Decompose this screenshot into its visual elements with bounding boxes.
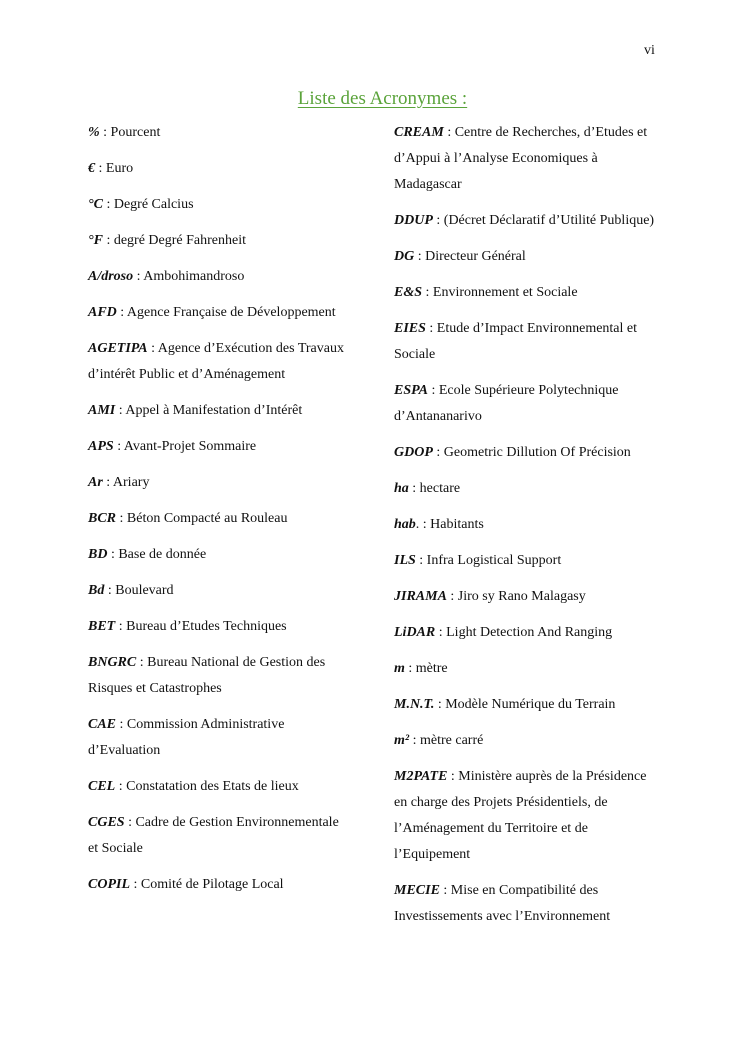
acronym-abbreviation: DG [394, 249, 415, 264]
acronym-entry [394, 378, 662, 430]
acronym-entry [394, 620, 662, 646]
acronym-entry [88, 398, 350, 424]
acronym-abbreviation: ESPA [394, 383, 428, 398]
acronym-entry [394, 692, 662, 718]
acronym-abbreviation: AFD [88, 305, 117, 320]
acronym-abbreviation: JIRAMA [394, 589, 447, 604]
acronym-entry [394, 476, 662, 502]
acronym-definition: : Centre de Recherches, d’Etudes et d’Appui à l’Analyse Economiques à Madagascar [394, 125, 648, 192]
acronym-entry [88, 300, 350, 326]
acronym-abbreviation: m [394, 661, 405, 676]
acronym-definition: : degré Degré Fahrenheit [102, 233, 246, 248]
acronym-list-right [394, 120, 662, 940]
acronym-definition: : Boulevard [104, 583, 174, 598]
acronym-entry [88, 192, 350, 218]
acronym-abbreviation: GDOP [394, 445, 433, 460]
acronym-entry [88, 120, 350, 146]
acronym-definition: : Ariary [102, 475, 150, 490]
acronym-definition: : Agence d’Exécution des Travaux d’intérêt Public et d’Aménagement [88, 341, 344, 382]
acronym-definition: : Commission Administrative d’Evaluation [88, 717, 285, 758]
acronym-abbreviation: M.N.T. [394, 697, 435, 712]
acronym-entry [394, 244, 662, 270]
acronym-entry [394, 728, 662, 754]
acronym-entry [88, 614, 350, 640]
acronym-entry [88, 712, 350, 764]
acronym-entry [88, 774, 350, 800]
acronym-definition: : Modèle Numérique du Terrain [434, 697, 616, 712]
acronym-entry [394, 548, 662, 574]
acronym-abbreviation: MECIE [394, 883, 440, 898]
acronym-entry [394, 656, 662, 682]
acronym-definition: : Infra Logistical Support [415, 553, 562, 568]
acronym-definition: : Bureau National de Gestion des Risques et Catastrophes [88, 655, 326, 696]
acronym-entry [88, 470, 350, 496]
acronym-definition: : Ambohimandroso [133, 269, 245, 284]
acronym-entry [88, 650, 350, 702]
acronym-entry [394, 878, 662, 930]
acronym-definition: : Constatation des Etats de lieux [115, 779, 299, 794]
acronym-definition: : mètre carré [409, 733, 484, 748]
acronym-entry [88, 542, 350, 568]
acronym-definition: : Jiro sy Rano Malagasy [446, 589, 586, 604]
acronym-entry [394, 208, 662, 234]
acronym-entry [88, 506, 350, 532]
acronym-entry [88, 810, 350, 862]
acronym-abbreviation: M2PATE [394, 769, 448, 784]
acronym-abbreviation: CREAM [394, 125, 444, 140]
acronym-definition: : (Décret Déclaratif d’Utilité Publique) [432, 213, 655, 228]
acronym-abbreviation: COPIL [88, 877, 130, 892]
page-title: Liste des Acronymes : [297, 88, 468, 109]
acronym-definition: : hectare [408, 481, 461, 496]
acronym-abbreviation: BCR [88, 511, 117, 526]
acronym-abbreviation: E&S [394, 285, 423, 300]
acronym-definition: : Light Detection And Ranging [435, 625, 613, 640]
acronym-abbreviation: € [88, 161, 95, 176]
acronym-abbreviation: Ar [88, 475, 103, 490]
acronym-definition: : Pourcent [99, 125, 161, 140]
acronym-abbreviation: BD [88, 547, 108, 562]
acronym-abbreviation: AGETIPA [88, 341, 148, 356]
acronym-abbreviation: ILS [394, 553, 416, 568]
acronym-definition: : Cadre de Gestion Environnementale et Sociale [88, 815, 339, 856]
acronym-definition: : Degré Calcius [102, 197, 194, 212]
page-number: vi [644, 43, 655, 58]
acronym-abbreviation: BET [88, 619, 116, 634]
acronym-abbreviation: EIES [394, 321, 426, 336]
acronym-definition: : Bureau d’Etudes Techniques [115, 619, 287, 634]
acronym-definition: : Geometric Dillution Of Précision [432, 445, 631, 460]
acronym-entry [88, 156, 350, 182]
acronym-definition: : Euro [95, 161, 134, 176]
acronym-abbreviation: m² [394, 733, 410, 748]
acronym-abbreviation: Bd [88, 583, 105, 598]
acronym-abbreviation: CGES [88, 815, 125, 830]
acronym-entry [394, 584, 662, 610]
acronym-definition: : Base de donnée [107, 547, 207, 562]
acronym-definition: : Mise en Compatibilité des Investissements avec l’Environnement [394, 883, 611, 924]
acronym-abbreviation: % [88, 125, 100, 140]
acronym-definition: : Directeur Général [414, 249, 526, 264]
acronym-entry [88, 872, 350, 898]
acronym-entry [394, 280, 662, 306]
acronym-abbreviation: DDUP [394, 213, 433, 228]
acronym-abbreviation: CAE [88, 717, 117, 732]
acronym-entry [394, 764, 662, 868]
acronym-abbreviation: BNGRC [88, 655, 137, 670]
acronym-definition: : Béton Compacté au Rouleau [116, 511, 288, 526]
acronym-definition: : Avant-Projet Sommaire [113, 439, 257, 454]
acronym-abbreviation: LiDAR [394, 625, 436, 640]
acronym-abbreviation: °F [88, 233, 103, 248]
acronym-entry [394, 120, 662, 198]
acronym-entry [394, 440, 662, 466]
acronym-abbreviation: A/droso [88, 269, 134, 284]
acronym-definition: : Comité de Pilotage Local [130, 877, 284, 892]
acronym-definition: : Environnement et Sociale [422, 285, 578, 300]
acronym-abbreviation: AMI [88, 403, 116, 418]
acronym-entry [88, 228, 350, 254]
acronym-definition: : Ministère auprès de la Présidence en charge des Projets Présidentiels, de l’Aménagement du Territoire et de l’Equipement [394, 769, 647, 862]
acronym-entry [88, 434, 350, 460]
acronym-definition: : Appel à Manifestation d’Intérêt [115, 403, 303, 418]
acronym-entry [88, 578, 350, 604]
acronym-abbreviation: hab [394, 517, 416, 532]
acronym-definition: . : Habitants [415, 517, 484, 532]
acronym-abbreviation: CEL [88, 779, 116, 794]
acronym-entry [394, 512, 662, 538]
acronym-entry [88, 336, 350, 388]
acronym-list-left [88, 120, 350, 908]
acronym-abbreviation: °C [88, 197, 103, 212]
acronym-definition: : Ecole Supérieure Polytechnique d’Antananarivo [394, 383, 619, 424]
acronym-abbreviation: APS [88, 439, 114, 454]
acronym-entry [88, 264, 350, 290]
acronym-abbreviation: ha [394, 481, 409, 496]
acronym-entry [394, 316, 662, 368]
acronym-definition: : Agence Française de Développement [116, 305, 336, 320]
acronym-definition: : Etude d’Impact Environnemental et Sociale [394, 321, 638, 362]
acronym-definition: : mètre [404, 661, 448, 676]
